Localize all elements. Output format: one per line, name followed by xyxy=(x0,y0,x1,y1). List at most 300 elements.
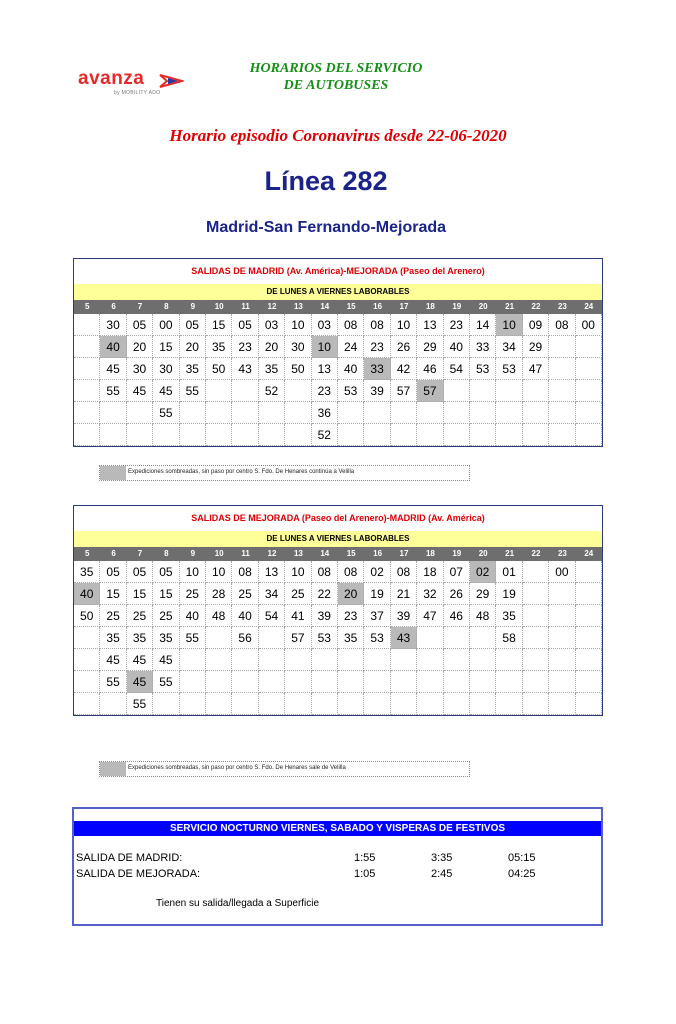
time-cell: 23 xyxy=(338,605,364,627)
time-cell xyxy=(523,693,549,715)
time-cell: 45 xyxy=(127,649,153,671)
time-cell xyxy=(549,424,575,446)
time-cell: 55 xyxy=(100,380,126,402)
hour-label: 17 xyxy=(399,302,409,311)
time-cell: 25 xyxy=(232,583,258,605)
time-cell: 33 xyxy=(470,336,496,358)
time-cell: 23 xyxy=(232,336,258,358)
hour-label: 18 xyxy=(425,549,435,558)
time-cell: 55 xyxy=(127,693,153,715)
time-cell xyxy=(417,693,443,715)
time-cell xyxy=(206,380,232,402)
time-cell: 33 xyxy=(364,358,390,380)
hour-label: 10 xyxy=(214,549,224,558)
time-cell xyxy=(364,671,390,693)
time-cell xyxy=(206,424,232,446)
time-cell xyxy=(232,424,258,446)
time-cell: 08 xyxy=(364,314,390,336)
hour-label: 19 xyxy=(452,302,462,311)
time-cell xyxy=(100,424,126,446)
hour-label: 16 xyxy=(373,302,383,311)
time-cell xyxy=(364,649,390,671)
hour-label: 22 xyxy=(531,549,541,558)
hour-label: 6 xyxy=(111,549,116,558)
time-cell: 10 xyxy=(312,336,338,358)
time-cell: 55 xyxy=(100,671,126,693)
time-cell: 50 xyxy=(206,358,232,380)
hour-header-row xyxy=(74,547,602,561)
time-cell: 57 xyxy=(391,380,417,402)
hour-label: 7 xyxy=(137,302,143,311)
time-cell xyxy=(259,671,285,693)
time-cell: 35 xyxy=(180,358,206,380)
time-cell xyxy=(523,649,549,671)
hour-label: 22 xyxy=(531,302,541,311)
time-cell xyxy=(496,649,522,671)
logo-wordmark: avanza xyxy=(78,68,145,89)
time-cell xyxy=(100,693,126,715)
time-cell: 54 xyxy=(259,605,285,627)
time-cell: 05 xyxy=(153,561,179,583)
time-cell xyxy=(312,649,338,671)
mejorada-label: SALIDA DE MEJORADA: xyxy=(76,868,201,880)
time-cell xyxy=(496,402,522,424)
time-cell xyxy=(576,561,602,583)
time-cell: 40 xyxy=(100,336,126,358)
time-cell: 29 xyxy=(470,583,496,605)
time-cell xyxy=(444,627,470,649)
time-cell: 10 xyxy=(180,561,206,583)
table-title: SALIDAS DE MADRID (Av. América)-MEJORADA (Paseo del Arenero) xyxy=(191,266,485,276)
time-cell: 28 xyxy=(206,583,232,605)
time-cell: 47 xyxy=(417,605,443,627)
time-cell xyxy=(496,424,522,446)
time-cell: 10 xyxy=(496,314,522,336)
time-cell: 29 xyxy=(417,336,443,358)
time-cell xyxy=(391,671,417,693)
time-cell: 39 xyxy=(364,380,390,402)
time-cell: 30 xyxy=(153,358,179,380)
hour-label: 6 xyxy=(111,302,116,311)
time-cell: 15 xyxy=(153,336,179,358)
mejorada-departures-table xyxy=(73,505,603,716)
madrid-departures-table xyxy=(73,258,603,447)
time-cell xyxy=(576,671,602,693)
times-grid xyxy=(74,314,602,446)
time-cell xyxy=(470,402,496,424)
time-cell: 02 xyxy=(470,561,496,583)
shaded-legend xyxy=(99,761,470,777)
time-cell: 30 xyxy=(127,358,153,380)
time-cell xyxy=(391,402,417,424)
time-cell xyxy=(576,583,602,605)
time-cell: 40 xyxy=(74,583,100,605)
time-cell xyxy=(259,649,285,671)
time-cell: 54 xyxy=(444,358,470,380)
time-cell: 55 xyxy=(153,402,179,424)
time-cell: 55 xyxy=(180,627,206,649)
time-cell: 25 xyxy=(127,605,153,627)
time-cell: 13 xyxy=(312,358,338,380)
madrid-label: SALIDA DE MADRID: xyxy=(76,852,183,864)
time-cell xyxy=(549,358,575,380)
time-cell: 08 xyxy=(312,561,338,583)
time-cell: 35 xyxy=(127,627,153,649)
hour-label: 11 xyxy=(241,549,250,558)
hour-label: 5 xyxy=(84,302,90,311)
time-cell: 34 xyxy=(259,583,285,605)
header-line-2: DE AUTOBUSES xyxy=(283,78,389,93)
time-cell: 15 xyxy=(206,314,232,336)
time-cell xyxy=(549,380,575,402)
time-cell: 39 xyxy=(312,605,338,627)
route-name: Madrid-San Fernando-Mejorada xyxy=(205,219,447,236)
hour-label: 11 xyxy=(241,302,250,311)
time-cell: 36 xyxy=(312,402,338,424)
hour-label: 24 xyxy=(584,549,594,558)
time-cell: 20 xyxy=(338,583,364,605)
time-cell: 26 xyxy=(391,336,417,358)
time-cell xyxy=(523,380,549,402)
time-cell xyxy=(74,424,100,446)
time-cell: 08 xyxy=(338,561,364,583)
table-title: SALIDAS DE MEJORADA (Paseo del Arenero)-MADRID (Av. América) xyxy=(191,513,485,523)
time-cell: 45 xyxy=(153,380,179,402)
time-cell xyxy=(74,336,100,358)
time-cell: 18 xyxy=(417,561,443,583)
time-cell xyxy=(232,402,258,424)
hour-label: 5 xyxy=(84,549,90,558)
time-cell: 46 xyxy=(444,605,470,627)
time-cell xyxy=(444,649,470,671)
hour-label: 24 xyxy=(584,302,594,311)
time-cell xyxy=(576,358,602,380)
time-cell: 43 xyxy=(232,358,258,380)
time-cell: 08 xyxy=(338,314,364,336)
madrid-time: 1:55 xyxy=(354,852,376,864)
time-cell xyxy=(153,693,179,715)
hour-label: 20 xyxy=(478,549,488,558)
time-cell: 58 xyxy=(496,627,522,649)
night-service-title: SERVICIO NOCTURNO VIERNES, SABADO Y VISPERAS DE FESTIVOS xyxy=(74,821,601,836)
hour-label: 18 xyxy=(425,302,435,311)
time-cell xyxy=(232,671,258,693)
time-cell: 55 xyxy=(153,671,179,693)
time-cell xyxy=(417,671,443,693)
hour-label: 14 xyxy=(320,302,330,311)
time-cell: 35 xyxy=(206,336,232,358)
time-cell xyxy=(338,649,364,671)
time-cell: 21 xyxy=(391,583,417,605)
time-cell xyxy=(523,627,549,649)
time-cell: 53 xyxy=(312,627,338,649)
time-cell: 41 xyxy=(285,605,311,627)
time-cell: 05 xyxy=(232,314,258,336)
time-cell: 48 xyxy=(206,605,232,627)
time-cell: 53 xyxy=(470,358,496,380)
time-cell xyxy=(364,693,390,715)
time-cell: 40 xyxy=(338,358,364,380)
time-cell: 25 xyxy=(100,605,126,627)
time-cell: 50 xyxy=(285,358,311,380)
time-cell xyxy=(74,627,100,649)
mejorada-time: 1:05 xyxy=(354,868,376,880)
logo-arrow-icon xyxy=(158,74,184,88)
time-cell xyxy=(285,693,311,715)
time-cell: 37 xyxy=(364,605,390,627)
time-cell: 10 xyxy=(285,314,311,336)
time-cell xyxy=(206,671,232,693)
time-cell xyxy=(523,605,549,627)
hour-label: 8 xyxy=(164,549,169,558)
time-cell: 45 xyxy=(100,649,126,671)
time-cell xyxy=(496,380,522,402)
time-cell: 53 xyxy=(338,380,364,402)
time-cell: 40 xyxy=(444,336,470,358)
time-cell xyxy=(523,671,549,693)
time-cell: 39 xyxy=(391,605,417,627)
time-cell: 08 xyxy=(549,314,575,336)
time-cell: 08 xyxy=(232,561,258,583)
time-cell xyxy=(127,402,153,424)
time-cell xyxy=(444,402,470,424)
times-grid xyxy=(74,561,602,715)
time-cell xyxy=(285,671,311,693)
hour-label: 21 xyxy=(505,549,515,558)
time-cell xyxy=(523,402,549,424)
time-cell xyxy=(576,336,602,358)
hour-label: 15 xyxy=(346,549,356,558)
time-cell xyxy=(232,649,258,671)
time-cell: 43 xyxy=(391,627,417,649)
time-cell xyxy=(549,693,575,715)
time-cell: 30 xyxy=(285,336,311,358)
time-cell: 20 xyxy=(127,336,153,358)
hour-label: 10 xyxy=(214,302,224,311)
time-cell: 02 xyxy=(364,561,390,583)
time-cell: 56 xyxy=(232,627,258,649)
time-cell: 13 xyxy=(417,314,443,336)
time-cell: 19 xyxy=(496,583,522,605)
time-cell xyxy=(312,671,338,693)
time-cell xyxy=(259,627,285,649)
time-cell xyxy=(338,402,364,424)
time-cell: 42 xyxy=(391,358,417,380)
time-cell xyxy=(206,402,232,424)
time-cell xyxy=(549,605,575,627)
time-cell xyxy=(206,649,232,671)
hour-label: 13 xyxy=(293,549,303,558)
time-cell xyxy=(549,649,575,671)
time-cell xyxy=(259,693,285,715)
time-cell xyxy=(206,693,232,715)
time-cell xyxy=(74,380,100,402)
time-cell xyxy=(364,424,390,446)
time-cell xyxy=(417,424,443,446)
time-cell xyxy=(100,402,126,424)
time-cell: 15 xyxy=(153,583,179,605)
time-cell: 55 xyxy=(180,380,206,402)
time-cell: 10 xyxy=(206,561,232,583)
time-cell: 57 xyxy=(417,380,443,402)
hour-label: 12 xyxy=(267,549,277,558)
time-cell xyxy=(180,424,206,446)
time-cell: 05 xyxy=(100,561,126,583)
time-cell: 20 xyxy=(259,336,285,358)
time-cell: 53 xyxy=(364,627,390,649)
days-label: DE LUNES A VIERNES LABORABLES xyxy=(74,284,602,300)
time-cell xyxy=(232,380,258,402)
time-cell: 09 xyxy=(523,314,549,336)
hour-header-row xyxy=(74,300,602,314)
time-cell: 23 xyxy=(312,380,338,402)
time-cell: 10 xyxy=(285,561,311,583)
time-cell: 14 xyxy=(470,314,496,336)
time-cell xyxy=(180,402,206,424)
time-cell: 05 xyxy=(180,314,206,336)
time-cell xyxy=(523,583,549,605)
time-cell: 34 xyxy=(496,336,522,358)
time-cell xyxy=(338,424,364,446)
hour-label: 9 xyxy=(190,302,196,311)
hour-label: 12 xyxy=(267,302,277,311)
time-cell xyxy=(285,402,311,424)
time-cell: 22 xyxy=(312,583,338,605)
time-cell xyxy=(74,671,100,693)
time-cell: 24 xyxy=(338,336,364,358)
time-cell xyxy=(470,627,496,649)
time-cell xyxy=(496,671,522,693)
hour-label: 8 xyxy=(164,302,169,311)
night-service-box xyxy=(72,807,603,926)
time-cell: 15 xyxy=(127,583,153,605)
time-cell xyxy=(444,693,470,715)
time-cell: 25 xyxy=(153,605,179,627)
time-cell: 15 xyxy=(100,583,126,605)
time-cell: 23 xyxy=(444,314,470,336)
time-cell: 45 xyxy=(127,380,153,402)
time-cell: 57 xyxy=(285,627,311,649)
time-cell: 40 xyxy=(232,605,258,627)
avanza-logo xyxy=(78,68,188,102)
hour-label: 13 xyxy=(293,302,303,311)
time-cell: 35 xyxy=(259,358,285,380)
time-cell xyxy=(180,693,206,715)
time-cell: 35 xyxy=(74,561,100,583)
time-cell xyxy=(470,693,496,715)
time-cell xyxy=(444,424,470,446)
time-cell: 10 xyxy=(391,314,417,336)
days-label: DE LUNES A VIERNES LABORABLES xyxy=(74,531,602,547)
time-cell xyxy=(259,424,285,446)
time-cell xyxy=(523,561,549,583)
mejorada-time: 2:45 xyxy=(431,868,453,880)
hour-label: 17 xyxy=(399,549,409,558)
time-cell xyxy=(576,605,602,627)
time-cell xyxy=(259,402,285,424)
time-cell: 25 xyxy=(285,583,311,605)
time-cell: 45 xyxy=(127,671,153,693)
time-cell xyxy=(364,402,390,424)
time-cell xyxy=(74,649,100,671)
time-cell xyxy=(576,627,602,649)
time-cell: 32 xyxy=(417,583,443,605)
shaded-swatch xyxy=(100,466,126,480)
legend-text: Expediciones sombreadas, sin paso por centro S. Fdo. De Henares continúa a Velilla xyxy=(128,469,355,475)
time-cell: 30 xyxy=(100,314,126,336)
time-cell xyxy=(285,424,311,446)
time-cell xyxy=(74,314,100,336)
time-cell xyxy=(576,380,602,402)
time-cell xyxy=(549,583,575,605)
time-cell xyxy=(180,671,206,693)
hour-label: 16 xyxy=(373,549,383,558)
mejorada-time: 04:25 xyxy=(508,868,536,880)
time-cell xyxy=(549,402,575,424)
time-cell xyxy=(74,693,100,715)
time-cell xyxy=(338,671,364,693)
time-cell: 03 xyxy=(312,314,338,336)
time-cell: 45 xyxy=(153,649,179,671)
time-cell: 00 xyxy=(549,561,575,583)
time-cell xyxy=(576,402,602,424)
time-cell xyxy=(576,649,602,671)
line-title: Línea 282 xyxy=(264,166,388,196)
time-cell xyxy=(576,424,602,446)
time-cell xyxy=(496,693,522,715)
time-cell xyxy=(417,649,443,671)
time-cell xyxy=(285,380,311,402)
hour-label: 9 xyxy=(190,549,196,558)
night-footnote: Tienen su salida/llegada a Superficie xyxy=(156,898,320,909)
time-cell xyxy=(153,424,179,446)
hour-label: 14 xyxy=(320,549,330,558)
time-cell xyxy=(549,627,575,649)
time-cell xyxy=(391,649,417,671)
time-cell: 35 xyxy=(100,627,126,649)
time-cell: 48 xyxy=(470,605,496,627)
time-cell xyxy=(444,671,470,693)
madrid-time: 05:15 xyxy=(508,852,536,864)
time-cell: 45 xyxy=(100,358,126,380)
header-line-1: HORARIOS DEL SERVICIO xyxy=(249,61,423,76)
time-cell xyxy=(523,424,549,446)
time-cell: 26 xyxy=(444,583,470,605)
madrid-time: 3:35 xyxy=(431,852,453,864)
time-cell: 47 xyxy=(523,358,549,380)
hour-label: 20 xyxy=(478,302,488,311)
time-cell xyxy=(470,424,496,446)
hour-label: 15 xyxy=(346,302,356,311)
time-cell xyxy=(232,693,258,715)
time-cell: 50 xyxy=(74,605,100,627)
time-cell: 03 xyxy=(259,314,285,336)
time-cell: 05 xyxy=(127,561,153,583)
time-cell xyxy=(576,693,602,715)
time-cell xyxy=(285,649,311,671)
time-cell: 52 xyxy=(312,424,338,446)
schedule-subtitle: Horario episodio Coronavirus desde 22-06-2020 xyxy=(169,126,507,145)
time-cell xyxy=(127,424,153,446)
time-cell: 35 xyxy=(338,627,364,649)
hour-label: 7 xyxy=(137,549,143,558)
service-header xyxy=(236,60,436,94)
time-cell xyxy=(206,627,232,649)
time-cell: 52 xyxy=(259,380,285,402)
time-cell xyxy=(470,671,496,693)
time-cell xyxy=(338,693,364,715)
time-cell: 46 xyxy=(417,358,443,380)
